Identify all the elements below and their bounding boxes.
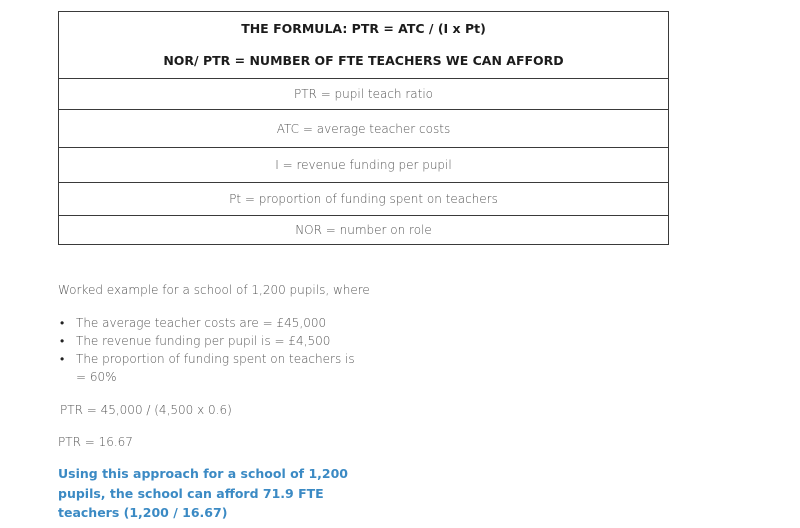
definition-ptr: PTR = pupil teach ratio — [59, 79, 669, 110]
bullet-icon: • — [60, 316, 65, 330]
calculation-result: PTR = 16.67 — [58, 435, 133, 449]
list-item — [58, 350, 358, 386]
bullet-text: The average teacher costs are = £45,000 — [76, 316, 327, 330]
formula-table — [58, 11, 669, 245]
list-item — [58, 332, 358, 350]
definition-atc: ATC = average teacher costs — [59, 110, 669, 148]
example-bullet-list — [58, 314, 358, 386]
definition-i: I = revenue funding per pupil — [59, 148, 669, 183]
bullet-text: The proportion of funding spent on teachers is = 60% — [76, 352, 355, 384]
formula-nor-line: NOR/ PTR = NUMBER OF FTE TEACHERS WE CAN AFFORD — [163, 53, 564, 68]
bullet-icon: • — [60, 352, 65, 366]
calculation-line-1: PTR = 45,000 / (4,500 x 0.6) — [60, 403, 232, 417]
formula-title: THE FORMULA: PTR = ATC / (I x Pt) — [241, 21, 486, 36]
definition-pt: Pt = proportion of funding spent on teachers — [59, 183, 669, 216]
list-item — [58, 314, 358, 332]
conclusion-text: Using this approach for a school of 1,200 pupils, the school can afford 71.9 FTE teachers (1,200 / 16.67) — [58, 466, 349, 520]
formula-header-cell — [59, 12, 669, 79]
bullet-icon: • — [60, 334, 65, 348]
definition-nor: NOR = number on role — [59, 216, 669, 245]
example-intro: Worked example for a school of 1,200 pupils, where — [58, 283, 370, 297]
bullet-text: The revenue funding per pupil is = £4,500 — [76, 334, 331, 348]
